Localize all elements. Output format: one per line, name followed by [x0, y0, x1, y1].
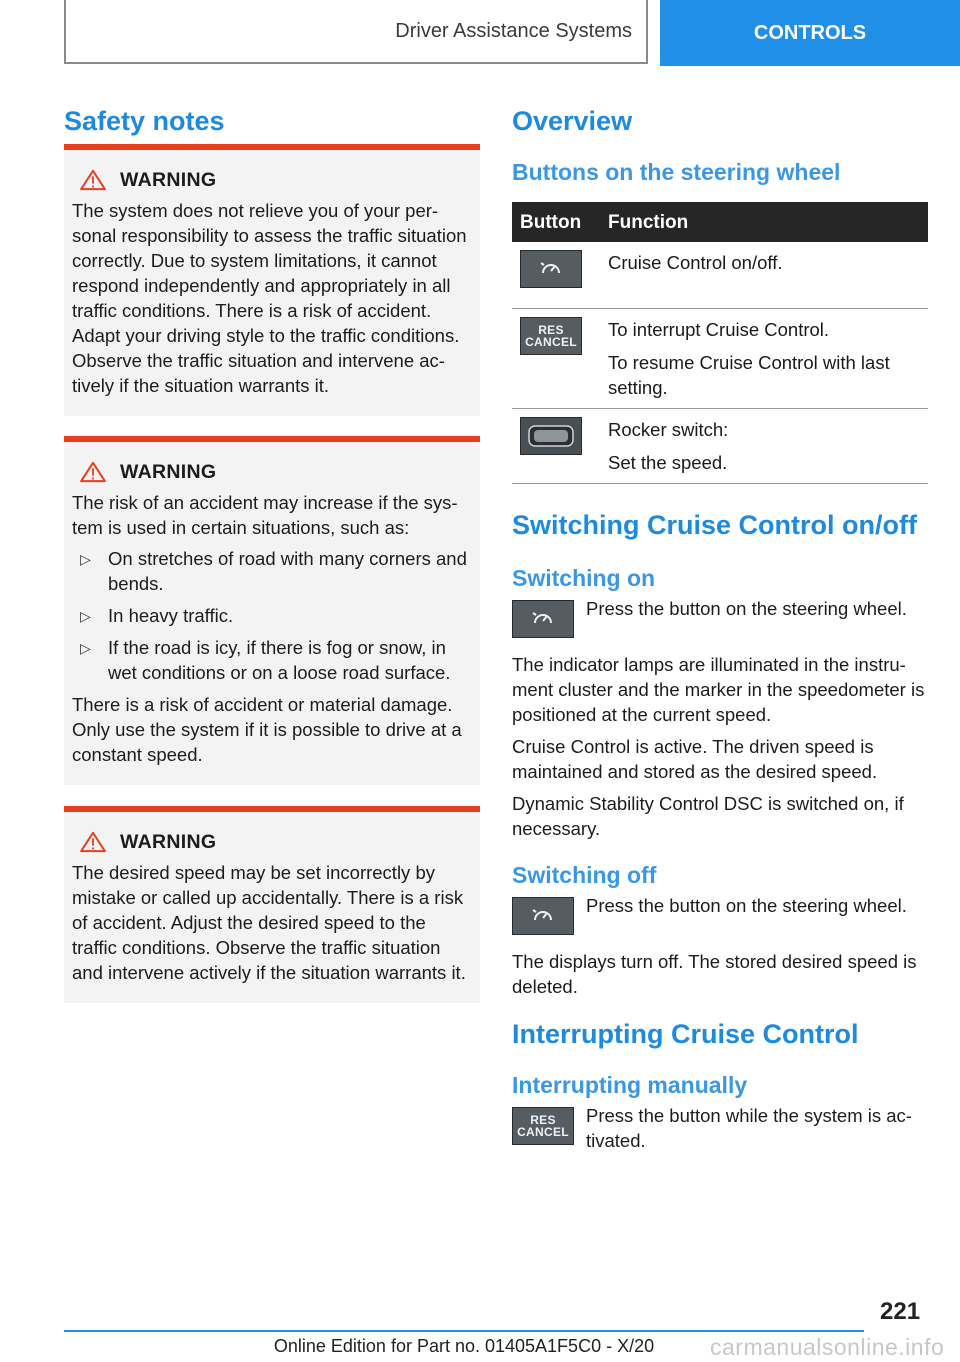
warning-title: WARNING [120, 168, 217, 191]
switching-off-paragraph: The displays turn off. The stored desired speed is deleted. [512, 951, 917, 997]
warning-box-2 [64, 436, 480, 785]
triangle-bullet-icon: ▷ [80, 608, 91, 624]
switching-on-press: Press the button on the steering wheel. [586, 598, 907, 619]
function-text: Cruise Control on/off. [608, 252, 783, 273]
header-section-tab [64, 0, 648, 64]
left-column [64, 100, 480, 983]
warning-title: WARNING [120, 460, 217, 483]
rocker-switch-icon [520, 417, 582, 455]
function-text: Rocker switch: [608, 419, 729, 440]
switching-on-heading: Switching on [512, 565, 656, 591]
warning-intro: The risk of an accident may increase if the system is used in certain situations, such as: [72, 492, 458, 538]
warning-box-3 [64, 806, 480, 1003]
cancel-label: CANCEL [525, 335, 577, 349]
buttons-heading: Buttons on the steering wheel [512, 159, 841, 185]
safety-notes-heading: Safety notes [64, 106, 225, 136]
interrupting-heading: Interrupting Cruise Control [512, 1019, 859, 1049]
table-header-button: Button [512, 202, 600, 242]
table-row [512, 242, 928, 309]
res-label: RES [538, 323, 564, 337]
watermark: carmanualsonline.info [710, 1334, 945, 1360]
cruise-control-icon [512, 897, 574, 935]
warning-triangle-icon [78, 831, 108, 853]
table-row [512, 309, 928, 409]
switching-on-paragraph: Cruise Control is active. The driven speed is maintained and stored as the desired speed. [512, 736, 878, 782]
warning-text: The desired speed may be set incorrectly by mistake or called up accidentally. There is a risk of accident. Adjust the desired speed to the traffic conditions. Observe the traffic situation and intervene actively if the situation warrants it. [72, 862, 466, 983]
interrupting-manually-press: Press the button while the system is activated. [586, 1105, 912, 1151]
warning-text: The system does not relieve you of your personal responsibility to assess the traffic situation correctly. Due to system limitations, it cannot respond independently and appropriately in all traffic conditions. There is a risk of accident. Adapt your driving style to the traffic conditions. Observe the traffic situation and intervene actively if the situation warrants it. [72, 200, 467, 396]
res-label: RES [530, 1113, 556, 1127]
footer-edition: Online Edition for Part no. 01405A1F5C0 - X/20 [273, 1336, 655, 1356]
right-column [512, 100, 928, 1153]
cancel-label: CANCEL [517, 1125, 569, 1139]
switching-heading: Switching Cruise Control on/off [512, 510, 917, 540]
warning-outro: There is a risk of accident or material damage. Only use the system if it is possible to drive at a constant speed. [72, 694, 462, 765]
res-cancel-icon [512, 1107, 574, 1145]
cruise-control-icon [512, 600, 574, 638]
warning-box-1 [64, 144, 480, 416]
warning-triangle-icon [78, 169, 108, 191]
warning-triangle-icon [78, 461, 108, 483]
list-item-text: On stretches of road with many corners and bends. [108, 548, 467, 594]
list-item-text: If the road is icy, if there is fog or snow, in wet conditions or on a loose road surface. [108, 637, 451, 683]
res-cancel-icon [520, 317, 582, 355]
list-item-text: In heavy traffic. [108, 605, 234, 626]
switching-on-paragraph: The indicator lamps are illuminated in the instrument cluster and the marker in the speedometer is positioned at the current speed. [512, 654, 925, 725]
header-section-title: Driver Assistance Systems [395, 19, 632, 42]
triangle-bullet-icon: ▷ [80, 640, 91, 656]
switching-on-paragraph: Dynamic Stability Control DSC is switched on, if necessary. [512, 793, 904, 839]
triangle-bullet-icon: ▷ [80, 551, 91, 567]
table-header-row [512, 202, 928, 242]
interrupting-manually-heading: Interrupting manually [512, 1072, 748, 1098]
warning-title: WARNING [120, 830, 217, 853]
switching-off-press: Press the button on the steering wheel. [586, 895, 907, 916]
list-item [72, 603, 472, 628]
overview-heading: Overview [512, 106, 633, 136]
cruise-control-icon [520, 250, 582, 288]
switching-off-heading: Switching off [512, 862, 657, 888]
function-text: To interrupt Cruise Control. [608, 319, 830, 340]
table-row [512, 409, 928, 484]
list-item [72, 546, 472, 596]
list-item [72, 635, 472, 685]
page-number: 221 [880, 1298, 921, 1325]
header-chapter-title: CONTROLS [753, 21, 867, 44]
warning-bullet-list [72, 546, 472, 685]
footer-divider [64, 1330, 864, 1332]
header-chapter-tab [660, 0, 960, 66]
function-text: To resume Cruise Control with last setting. [608, 352, 890, 398]
buttons-table [512, 202, 928, 484]
function-text: Set the speed. [608, 452, 728, 473]
table-header-function: Function [600, 202, 928, 242]
